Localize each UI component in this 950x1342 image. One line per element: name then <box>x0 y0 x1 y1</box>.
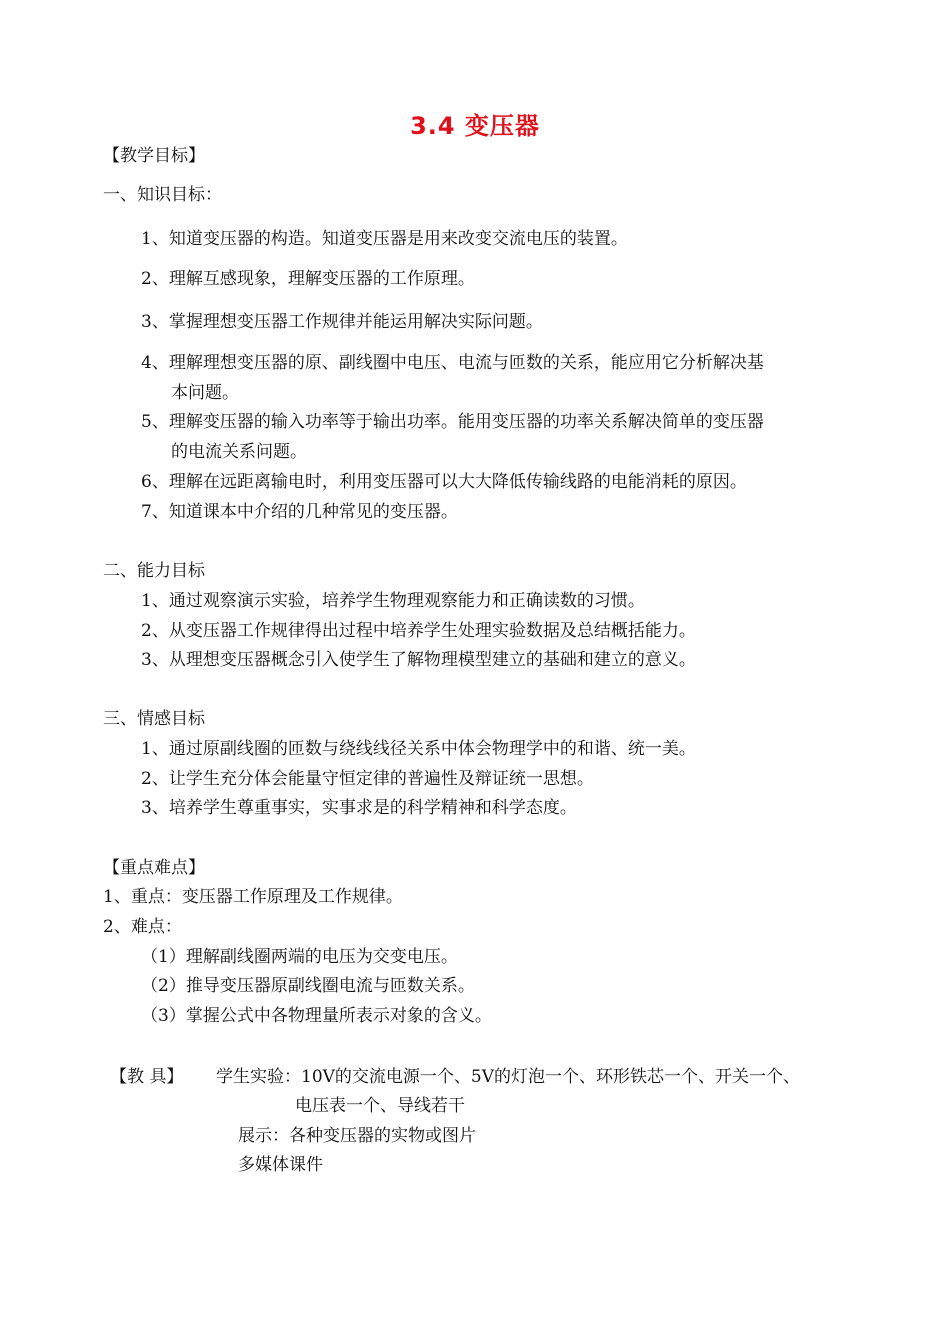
emotion-item: 1、通过原副线圈的匝数与绕线线径关系中体会物理学中的和谐、统一美。 <box>141 739 696 759</box>
emotion-item: 2、让学生充分体会能量守恒定律的普遍性及辩证统一思想。 <box>141 769 594 789</box>
knowledge-item: 2、理解互感现象，理解变压器的工作原理。 <box>141 269 475 289</box>
difficult-point-item: （2）推导变压器原副线圈电流与匝数关系。 <box>141 976 475 996</box>
knowledge-item: 5、理解变压器的输入功率等于输出功率。能用变压器的功率关系解决简单的变压器 <box>141 412 764 432</box>
difficult-point-item: （3）掌握公式中各物理量所表示对象的含义。 <box>141 1006 492 1026</box>
ability-item: 2、从变压器工作规律得出过程中培养学生处理实验数据及总结概括能力。 <box>141 621 696 641</box>
difficult-point-item: （1）理解副线圈两端的电压为交变电压。 <box>141 947 458 967</box>
ability-item: 1、通过观察演示实验，培养学生物理观察能力和正确读数的习惯。 <box>141 591 645 611</box>
ability-heading: 二、能力目标 <box>103 561 205 581</box>
knowledge-item: 1、知道变压器的构造。知道变压器是用来改变交流电压的装置。 <box>141 229 628 249</box>
difficult-point-heading: 2、难点： <box>103 917 182 937</box>
knowledge-heading: 一、知识目标： <box>103 185 222 205</box>
tools-line: 多媒体课件 <box>238 1155 323 1175</box>
ability-item: 3、从理想变压器概念引入使学生了解物理模型建立的基础和建立的意义。 <box>141 650 696 670</box>
teaching-goals-header: 【教学目标】 <box>103 146 205 166</box>
tools-label: 【教 具】 <box>110 1067 184 1087</box>
key-point: 1、重点：变压器工作原理及工作规律。 <box>103 887 403 907</box>
emotion-heading: 三、情感目标 <box>103 709 205 729</box>
knowledge-item: 4、理解理想变压器的原、副线圈中电压、电流与匝数的关系，能应用它分析解决基 <box>141 353 764 373</box>
knowledge-item-continuation: 本问题。 <box>171 383 239 403</box>
tools-line: 电压表一个、导线若干 <box>295 1096 465 1116</box>
tools-line: 学生实验：10V的交流电源一个、5V的灯泡一个、环形铁芯一个、开关一个、 <box>216 1067 800 1087</box>
knowledge-item-continuation: 的电流关系问题。 <box>171 442 307 462</box>
knowledge-item: 6、理解在远距离输电时，利用变压器可以大大降低传输线路的电能消耗的原因。 <box>141 472 747 492</box>
emotion-item: 3、培养学生尊重事实，实事求是的科学精神和科学态度。 <box>141 798 577 818</box>
key-points-header: 【重点难点】 <box>103 858 205 878</box>
page-title: 3.4 变压器 <box>410 112 540 140</box>
tools-line: 展示：各种变压器的实物或图片 <box>238 1126 476 1146</box>
knowledge-item: 3、掌握理想变压器工作规律并能运用解决实际问题。 <box>141 312 543 332</box>
knowledge-item: 7、知道课本中介绍的几种常见的变压器。 <box>141 502 458 522</box>
